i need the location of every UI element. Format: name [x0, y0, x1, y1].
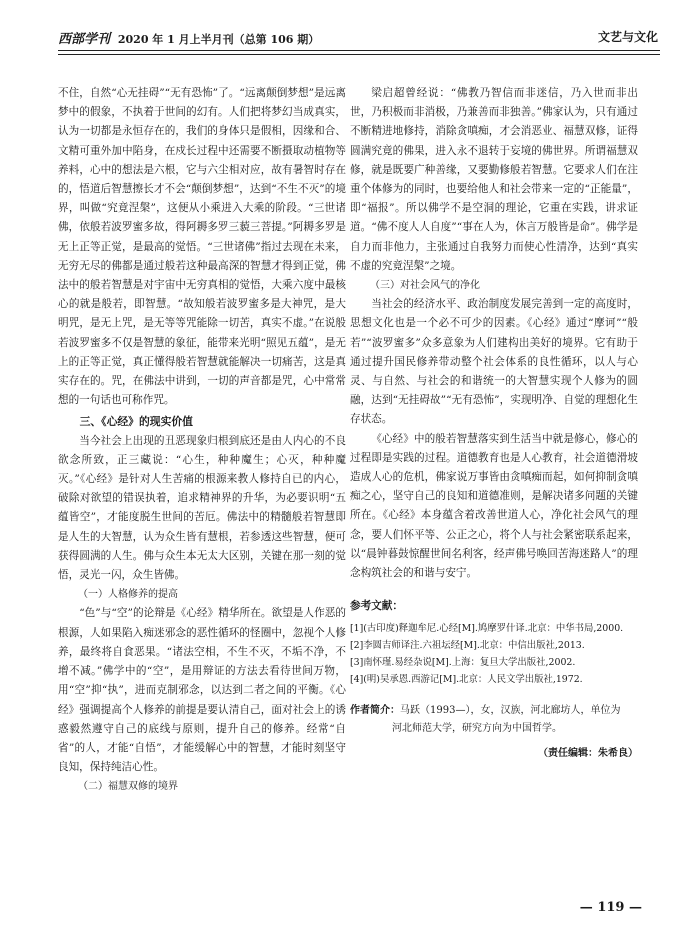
magazine-logo: 西部学刊 [58, 32, 111, 47]
author-text: 马跃（1993—），女，汉族，河北廊坊人，单位为 [400, 705, 621, 717]
right-paragraph-2: 当社会的经济水平、政治制度发展完善到一定的高度时，思想文化也是一个必不可少的因素。《心经》通过“摩诃”“般若”“波罗蜜多”众多意象为人们建构出美好的境界。它有助于通过提升国民修养带动整个社会体系的良性循环，以人与心灵、与自然、与社会的和谐统一的大智慧实现个人修为的圆融，达到“无挂碍故”“无有恐怖”，实现明净、自觉的理想化生存状态。 [350, 298, 638, 426]
header-rule-thin [58, 54, 660, 55]
left-column [58, 84, 346, 797]
right-paragraph-1: 梁启超曾经说：“佛教乃智信而非迷信，乃入世而非出世，乃积极而非消极，乃兼善而非独善。”佛家认为，只有通过不断精进地修持，消除贪嗔痴，才会消恶业、福慧双修，证得圆满究竟的佛果，进入永不退转于妄境的佛世界。所谓福慧双修，就是既要广种善缘，又要勤修般若智慧。它要求人们在注重个体修为的同时，也要给他人和社会带来一定的“正能量”，即“福报”。所以佛学不是空洞的理论，它重在实践，讲求证道。“佛不度人人自度”“事在人为，休言万般皆是命”。佛学是自力而非他力，主张通过自我努力而使心性清净，达到“真实不虚的究竟涅槃”之境。 [350, 87, 638, 272]
author-label: 作者简介： [350, 705, 400, 717]
reference-item: [1](古印度)释迦牟尼.心经[M].鸠摩罗什译.北京：中华书局,2000. [350, 623, 624, 635]
responsible-editor: （责任编辑：朱希良） [538, 748, 638, 760]
author-bio [350, 702, 638, 738]
section-name: 文艺与文化 [597, 30, 658, 44]
reference-item: [4](明)吴承恩.西游记[M].北京：人民文学出版社,1972. [350, 674, 583, 686]
references-title: 参考文献： [350, 600, 403, 613]
header-left [58, 28, 319, 47]
page-number: — 119 — [579, 900, 642, 915]
subheading-1: （一）人格修养的提高 [78, 589, 178, 601]
references-list [350, 620, 638, 688]
subheading-2: （二）福慧双修的境界 [78, 781, 178, 793]
left-paragraph-3: “色”与“空”的论辩是《心经》精华所在。欲望是人作恶的根源，人如果陷入痴迷邪念的恶性循环的怪圈中，忽视个人修养，最终将自食恶果。“诸法空相，不生不灭，不垢不净，不增不减。”佛学中的“空”，是用辩证的方法去看待世间万物，用“空”抑“执”，进而克制邪念，以达到二者之间的平衡。《心经》强调提高个人修养的前提是要认清自己，面对社会上的诱惑毅然遵守自己的底线与原则，提升自己的修养。经常“自省”的人，才能“自悟”，才能缓解心中的智慧，才能时刻坚守良知，保持纯洁心性。 [58, 607, 346, 774]
subheading-3: （三）对社会风气的净化 [370, 280, 480, 292]
section-heading-3: 三、《心经》的现实价值 [79, 415, 193, 429]
author-text-continued: 河北师范大学，研究方向为中国哲学。 [392, 723, 562, 735]
issue-info: 2020 年 1 月上半月刊（总第 106 期） [117, 33, 320, 46]
left-paragraph-1: 不住，自然“心无挂碍”“无有恐怖”了。“远离颠倒梦想”是远离梦中的假象，不执着于世间的幻有。人们把将梦幻当成真实，认为一切都是永恒存在的，我们的身体只是假相，因缘和合、文精可重外加中陷身，在戍长过程中还需要不断摄取动植物等养料，心中的想法是六根，它与六尘相对应，故有暑智时存在的，悟道后智慧擦长才不会“颠倒梦想”，达到“不生不灭”的境界，叫做“究竟涅槃”，这便从小乘进入大乘的阶段。“三世诸佛，依般若波罗蜜多故，得阿耨多罗三藐三菩提。”阿耨多罗是无上正等正觉，是最高的觉悟。“三世诸佛”指过去现在未来，无穷无尽的佛都是通过般若这种最高深的智慧才得到正觉，佛法中的般若智慧是对宇宙中无穷真相的觉悟，大乘六度中最核心的就是般若，即智慧。“故知般若波罗蜜多是大神咒，是大明咒，是无上咒，是无等等咒能除一切苦，真实不虚。”在说般若波罗蜜多不仅是智慧的象征，能带来光明“照见五蕴”，是无上的正等正觉，真正懂得般若智慧就能解决一切痛苦，这是真实存在的。咒，在佛法中讲到，一切的声音都是咒，心中常常想的一句话也可称作咒。 [58, 87, 346, 407]
right-paragraph-3: 《心经》中的般若智慧落实到生活当中就是修心，修心的过程即是实践的过程。道德教育也是人心教育，社会道德滑坡造成人心的危机，佛家说万事皆由贪嗔痴而起，如何抑制贪嗔痴之心，坚守自己的良知和道德准则，是解决诸多问题的关键所在。《心经》本身蕴含着改善世道人心，净化社会风气的理念，要人们怀平等、公正之心，将个人与社会紧密联系起来，以“晨钟暮鼓惊醒世间名利客，经声佛号唤回苦海迷路人”的理念构筑社会的和谐与安宁。 [350, 432, 638, 580]
reference-item: [3]南怀瑾.易经杂说[M].上海：复旦大学出版社,2002. [350, 657, 576, 669]
left-paragraph-2: 当今社会上出现的丑恶现象归根到底还是由人内心的不良欲念所致，正三藏说：“心生，种种魔生；心灭，种种魔灭。”《心经》是针对人生苦痛的根源来教人修持自已的内心，破除对欲望的错误执着，追求精神界的升华，为必要识明“五蕴皆空”，才能度脱生世间的苦厄。佛法中的精髓般若智慧即是人生的大智慧，认为众生皆有慧根，若参透这些智慧，便可获得圆满的人生。佛与众生本无太大区别，关键在那一刻的觉悟，灵光一闪，众生皆佛。 [58, 434, 346, 582]
reference-item: [2]李圆吉师译注.六祖坛经[M].北京：中信出版社,2013. [350, 640, 585, 652]
header-rule-thick [58, 50, 660, 51]
right-column [350, 84, 638, 764]
page-header [58, 20, 660, 60]
